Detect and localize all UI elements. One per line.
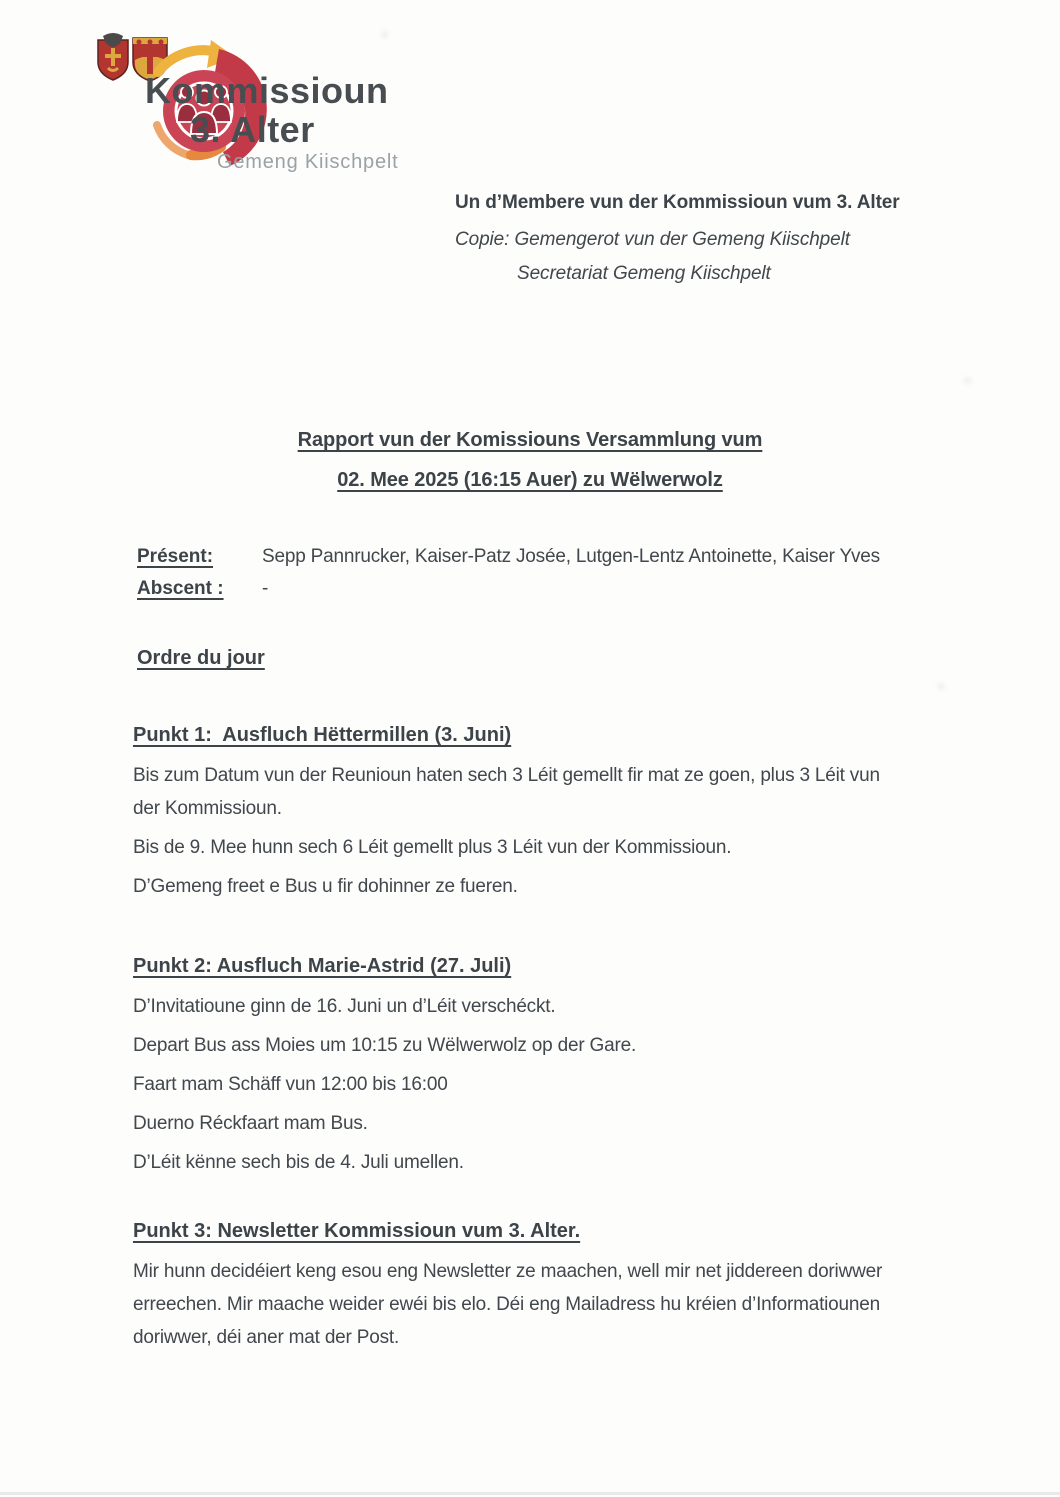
section-punkt-2-heading: Punkt 2: Ausfluch Marie-Astrid (27. Juli) bbox=[133, 955, 512, 977]
report-title-line2: 02. Mee 2025 (16:15 Auer) zu Wëlwerwolz bbox=[337, 469, 723, 491]
present-label: Présent: bbox=[137, 546, 214, 567]
present-value: Sepp Pannrucker, Kaiser-Patz Josée, Lutgen-Lentz Antoinette, Kaiser Yves bbox=[262, 546, 880, 567]
logo-title-line2: 3. Alter bbox=[190, 109, 315, 150]
section-punkt-1 bbox=[133, 724, 923, 909]
section-punkt-3 bbox=[133, 1220, 923, 1360]
attendance-block bbox=[137, 541, 880, 605]
logo-subtitle: Gemeng Kiischpelt bbox=[217, 151, 399, 173]
section-punkt-1-heading: Punkt 1: Ausfluch Hëttermillen (3. Juni) bbox=[133, 724, 512, 746]
report-title bbox=[0, 420, 1060, 500]
coat-of-arms-left-icon bbox=[98, 33, 128, 80]
report-title-line1: Rapport vun der Komissiouns Versammlung vum bbox=[297, 429, 763, 451]
scan-artifact bbox=[937, 683, 945, 690]
recipient-to: Un d’Membere vun der Kommissioun vum 3. Alter bbox=[455, 192, 900, 213]
logo-title-line1: Kommissioun bbox=[145, 70, 389, 111]
agenda-heading: Ordre du jour bbox=[137, 647, 265, 669]
absent-label: Abscent : bbox=[137, 578, 224, 599]
scan-edge-line bbox=[0, 1492, 1060, 1495]
paragraph: D’Léit kënne sech bis de 4. Juli umellen. bbox=[133, 1152, 464, 1173]
present-row bbox=[137, 541, 880, 573]
paragraph: Faart mam Schäff vun 12:00 bis 16:00 bbox=[133, 1074, 448, 1095]
paragraph: D’Invitatioune ginn de 16. Juni un d’Léit verschéckt. bbox=[133, 996, 556, 1017]
scan-artifact bbox=[963, 377, 972, 384]
section-punkt-3-heading: Punkt 3: Newsletter Kommissioun vum 3. Alter. bbox=[133, 1220, 581, 1242]
section-punkt-2 bbox=[133, 955, 923, 1185]
paragraph: Mir hunn decidéiert keng esou eng Newsletter ze maachen, well mir net jiddereen doriwwer erreechen. Mir maache weider ewéi bis elo. Déi eng Mailadress hu kréien d’Informatiounen doriwwer, déi aner mat der Post. bbox=[133, 1261, 883, 1348]
paragraph: Bis zum Datum vun der Reunioun haten sech 3 Léit gemellt fir mat ze goen, plus 3 Léit vun der Kommissioun. bbox=[133, 765, 880, 819]
paragraph: D’Gemeng freet e Bus u fir dohinner ze fueren. bbox=[133, 876, 518, 897]
scan-artifact bbox=[381, 30, 388, 39]
absent-value: - bbox=[262, 578, 269, 599]
recipient-copy-line1: Copie: Gemengerot vun der Gemeng Kiischpelt bbox=[455, 229, 850, 250]
logo bbox=[95, 30, 405, 180]
paragraph: Depart Bus ass Moies um 10:15 zu Wëlwerwolz op der Gare. bbox=[133, 1035, 637, 1056]
paragraph: Bis de 9. Mee hunn sech 6 Léit gemellt plus 3 Léit vun der Kommissioun. bbox=[133, 837, 732, 858]
paragraph: Duerno Réckfaart mam Bus. bbox=[133, 1113, 368, 1134]
recipient-block bbox=[455, 186, 900, 291]
absent-row bbox=[137, 573, 880, 605]
recipient-copy-line2: Secretariat Gemeng Kiischpelt bbox=[517, 263, 771, 284]
